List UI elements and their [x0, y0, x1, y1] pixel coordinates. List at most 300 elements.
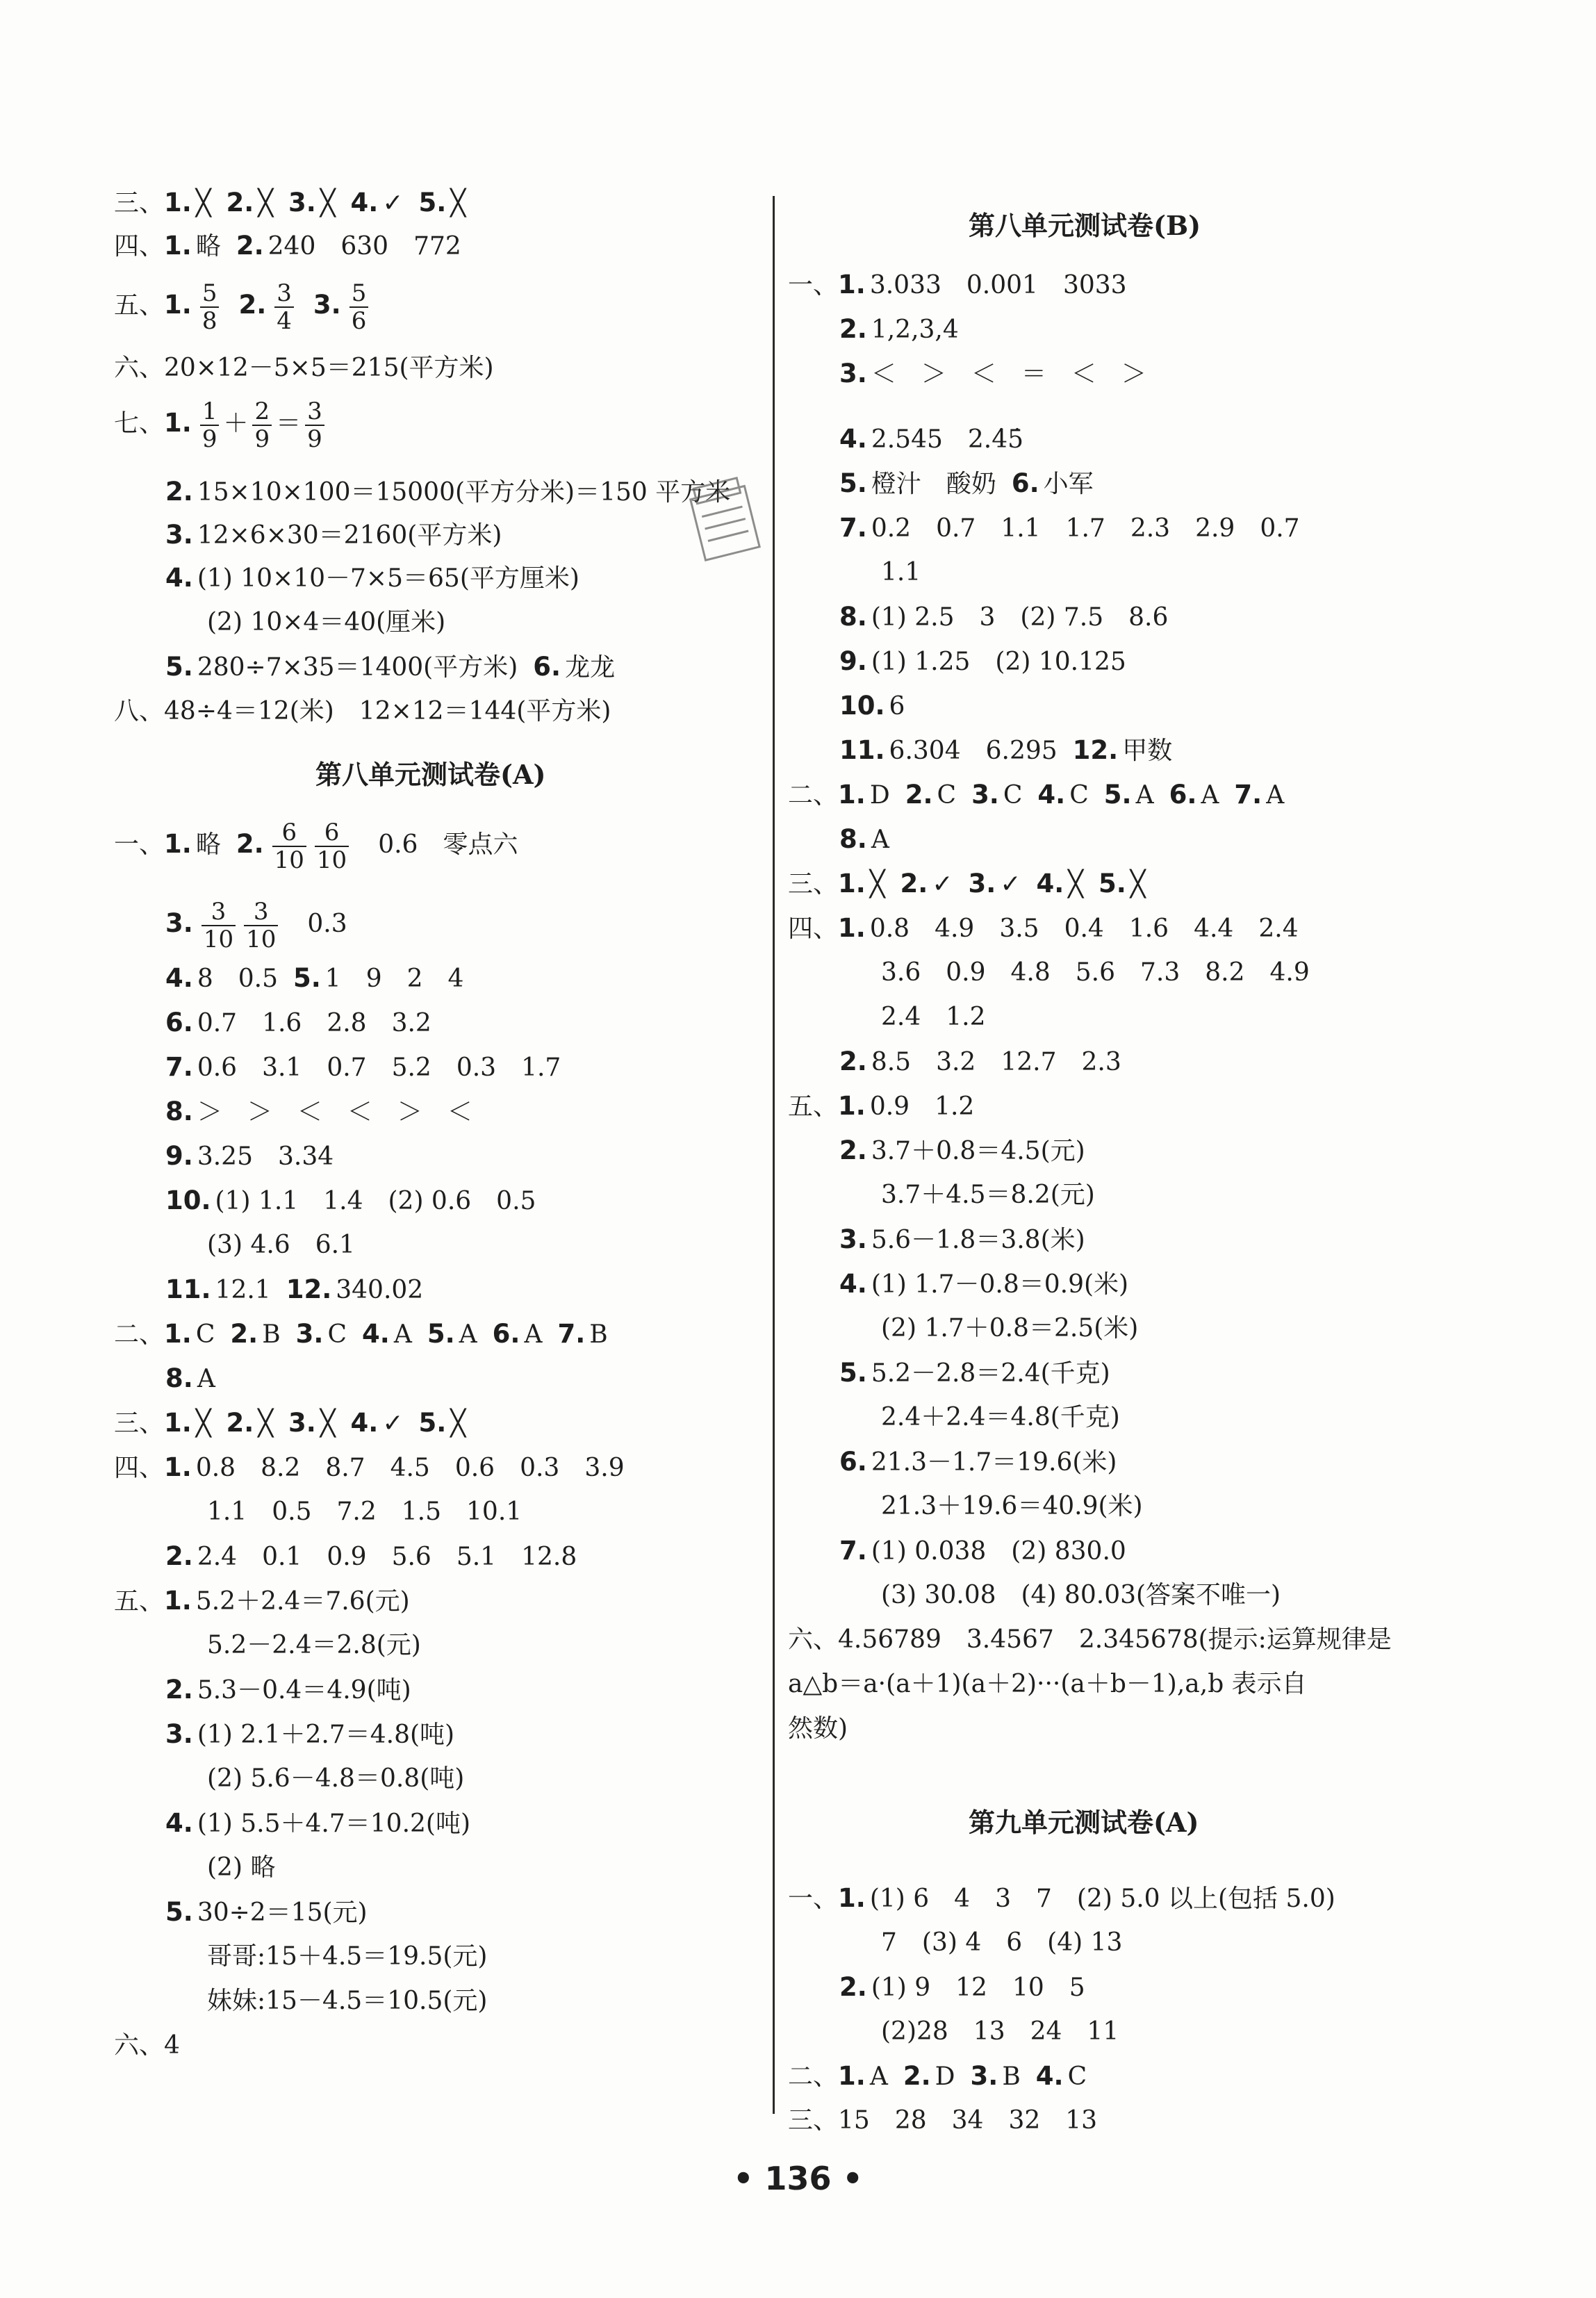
answer-item [1089, 781, 1154, 810]
fraction [252, 398, 272, 452]
answer-line [165, 1094, 472, 1130]
answer-value: B [262, 1320, 281, 1349]
answer-line [114, 1583, 410, 1619]
answer-line [207, 1227, 355, 1263]
answer-item [839, 1973, 1085, 2002]
answer-value: 7 (3) 4 6 (4) 13 [881, 1928, 1123, 1957]
answer-item [164, 1454, 625, 1482]
answer-line [839, 1222, 1085, 1258]
answer-value: 2.4 0.1 0.9 5.6 5.1 12.8 [197, 1543, 577, 1571]
question-number: 11. [165, 1274, 211, 1304]
answer-value: C [1067, 2062, 1087, 2091]
question-number: 2. [236, 829, 264, 859]
question-number: 5. [1098, 869, 1126, 898]
answer-line [207, 1850, 275, 1886]
section-title: 第八单元测试卷(B) [969, 210, 1201, 241]
answer-value: 240 630 772 [268, 232, 461, 261]
question-number: 9. [839, 646, 867, 676]
answer-line [881, 1925, 1122, 1961]
question-number: 1. [164, 290, 192, 320]
answer-line [114, 1405, 466, 1441]
answer-item [1021, 870, 1083, 898]
question-number: 12. [286, 1274, 332, 1304]
fraction [274, 280, 294, 334]
answer-item [412, 1320, 477, 1349]
answer-line [165, 1672, 411, 1708]
answer-item [207, 1764, 464, 1793]
answer-line [788, 1622, 1392, 1658]
question-number: 10. [839, 691, 885, 721]
answer-value: A [1135, 781, 1154, 810]
answer-item [1154, 781, 1219, 810]
answer-value: 2.4 1.2 [881, 1003, 986, 1031]
answer-line [788, 1088, 974, 1124]
answer-line [165, 474, 730, 510]
question-number: 6. [1011, 468, 1039, 498]
answer-line [839, 311, 959, 347]
answer-line [839, 1044, 1121, 1080]
question-number: 4. [165, 563, 193, 593]
answer-item [839, 1359, 1110, 1388]
answer-item [165, 478, 730, 507]
answer-value: 0.6 零点六 [353, 830, 518, 859]
answer-item [164, 1587, 410, 1616]
question-number: 2. [905, 780, 933, 810]
answer-value: (1) 0.038 (2) 830.0 [871, 1537, 1126, 1566]
answer-value: a△b＝a·(a＋1)(a＋2)···(a＋b－1),a,b 表示自 [788, 1670, 1307, 1698]
answer-item [788, 1714, 848, 1743]
question-number: 5. [427, 1319, 455, 1349]
fraction-denominator: 10 [246, 926, 277, 953]
question-number: 4. [165, 963, 193, 993]
answer-value: (1) 2.1＋2.7＝4.8(吨) [197, 1721, 455, 1749]
answer-value: 甲数 [1122, 737, 1173, 765]
answer-line [165, 1183, 536, 1219]
question-number: 11. [839, 735, 885, 765]
answer-item [404, 189, 466, 218]
answer-value: (2) 10×4＝40(厘米) [207, 608, 446, 637]
answer-line [114, 1316, 608, 1352]
answer-item [165, 1187, 536, 1215]
answer-item [336, 1409, 404, 1438]
answer-value: ╳ [258, 1409, 274, 1438]
question-number: 1. [164, 829, 192, 859]
answer-value: 8 0.5 [197, 965, 278, 993]
answer-item [248, 397, 302, 453]
question-section-label: 四、 [788, 914, 839, 943]
answer-line [839, 821, 889, 857]
answer-value: 1,2,3,4 [871, 315, 959, 344]
answer-item [165, 1142, 334, 1171]
answer-value: (2)28 13 24 11 [881, 2017, 1119, 2046]
answer-line [788, 910, 1299, 946]
answer-item [838, 1625, 1392, 1654]
question-number: 1. [838, 869, 866, 898]
question-number: 1. [838, 2061, 866, 2091]
answer-item [839, 1448, 1117, 1477]
answer-value: A [459, 1320, 477, 1349]
question-number: 2. [236, 231, 264, 261]
answer-value: 5.6－1.8＝3.8(米) [871, 1226, 1085, 1254]
answer-item [881, 1003, 986, 1031]
question-number: 1. [838, 1091, 866, 1121]
question-number: 3. [165, 908, 193, 938]
answer-value: 5.2＋2.4＝7.6(元) [195, 1587, 410, 1616]
answer-value: (1) 1.25 (2) 10.125 [871, 648, 1126, 676]
question-number: 6. [533, 652, 561, 682]
answer-value: 6.304 6.295 [889, 737, 1058, 765]
answer-value: ╳ [195, 189, 211, 218]
fraction [244, 898, 278, 953]
answer-value: ╳ [1068, 870, 1083, 898]
answer-item [881, 1403, 1120, 1431]
answer-value: 12.1 [215, 1276, 271, 1304]
question-number: 2. [839, 1135, 867, 1165]
question-number: 1. [164, 1452, 192, 1482]
answer-item [164, 354, 494, 382]
question-number: 3. [288, 1408, 316, 1438]
answer-value: 0.8 8.2 8.7 4.5 0.6 0.3 3.9 [195, 1454, 625, 1482]
answer-value: 3.033 0.001 3033 [869, 271, 1127, 299]
answer-item [165, 653, 518, 682]
answer-item [164, 279, 223, 335]
question-number: 5. [839, 468, 867, 498]
answer-item [838, 1885, 1335, 1913]
answer-item [347, 1320, 412, 1349]
answer-value: 5.2－2.8＝2.4(千克) [871, 1359, 1110, 1388]
question-number: 1. [838, 780, 866, 810]
answer-line [207, 605, 445, 641]
answer-item [881, 958, 1310, 987]
answer-line [165, 960, 463, 996]
answer-item [301, 397, 329, 453]
answer-value: 略 [195, 232, 221, 261]
question-number: 6. [165, 1008, 193, 1037]
fraction [200, 280, 220, 334]
answer-line [114, 350, 494, 386]
question-number: 5. [1103, 780, 1132, 810]
question-section-label: 八、 [114, 697, 165, 725]
question-number: 9. [165, 1141, 193, 1171]
fraction-denominator: 10 [274, 846, 304, 874]
answer-item [996, 470, 1094, 498]
question-number: 2. [165, 1675, 193, 1705]
answer-value: 0.7 1.6 2.8 3.2 [197, 1009, 431, 1037]
fraction-numerator: 6 [315, 819, 349, 847]
answer-item [207, 1853, 275, 1882]
answer-value: 略 [195, 830, 221, 859]
question-number: 1. [164, 1408, 192, 1438]
answer-value: (3) 4.6 6.1 [207, 1231, 355, 1259]
answer-line [165, 517, 502, 553]
question-number: 5. [839, 1358, 867, 1388]
answer-value: 21.3＋19.6＝40.9(米) [881, 1492, 1143, 1520]
answer-item [881, 1492, 1143, 1520]
answer-value: 然数) [788, 1714, 848, 1743]
question-number: 7. [165, 1052, 193, 1082]
question-section-label: 六、 [114, 2031, 165, 2060]
answer-item [282, 910, 347, 938]
question-number: 2. [839, 1972, 867, 2002]
answer-value: ╳ [869, 870, 885, 898]
stamp-watermark-icon [683, 472, 765, 567]
question-number: 2. [230, 1319, 258, 1349]
answer-value: 小军 [1043, 470, 1094, 498]
question-number: 4. [350, 1408, 379, 1438]
answer-line [788, 267, 1127, 303]
answer-value: (1) 1.7－0.8＝0.9(米) [871, 1270, 1129, 1299]
answer-item [207, 608, 445, 637]
answer-line [881, 1488, 1143, 1525]
fraction [200, 398, 220, 452]
answer-item [1083, 870, 1146, 898]
answer-value: 2.545 2.4̇5̇ [871, 425, 1024, 454]
answer-value: C [937, 781, 957, 810]
fraction-numerator: 5 [349, 280, 369, 308]
fraction-numerator: 3 [201, 898, 236, 926]
answer-item [164, 189, 211, 218]
answer-item [881, 1314, 1138, 1343]
question-number: 7. [839, 513, 867, 543]
answer-item [955, 2062, 1021, 2091]
answer-item [839, 425, 1023, 454]
answer-item [165, 1276, 271, 1304]
answer-value: C [327, 1320, 347, 1349]
question-number: 4. [839, 1269, 867, 1299]
answer-value: ✓ [382, 189, 404, 218]
question-number: 5. [418, 1408, 447, 1438]
answer-item [165, 1365, 215, 1393]
answer-item [165, 1898, 368, 1927]
answer-item [839, 315, 959, 344]
answer-value: (1) 9 12 10 5 [871, 1973, 1085, 2002]
question-number: 1. [838, 1883, 866, 1913]
answer-value: 1.1 0.5 7.2 1.5 10.1 [207, 1497, 523, 1526]
answer-line [881, 2014, 1119, 2050]
answer-line [881, 999, 986, 1035]
answer-line [114, 228, 461, 264]
question-number: 7. [839, 1536, 867, 1566]
answer-line [114, 693, 611, 730]
answer-line [165, 1005, 431, 1041]
answer-item [211, 1409, 274, 1438]
answer-item [165, 1676, 411, 1705]
answer-item [336, 189, 404, 218]
answer-item [165, 1009, 431, 1037]
answer-line [165, 1138, 334, 1174]
question-number: 3. [288, 188, 316, 218]
question-number: 3. [295, 1319, 324, 1349]
answer-line [165, 1361, 215, 1397]
answer-item [165, 1098, 472, 1126]
question-number: 8. [165, 1363, 193, 1393]
question-number: 5. [293, 963, 321, 993]
answer-value: D [935, 2062, 955, 2091]
answer-item [353, 830, 518, 859]
question-number: 3. [970, 2061, 998, 2091]
answer-item [165, 1053, 561, 1082]
question-number: 1. [164, 1586, 192, 1616]
answer-line [165, 1538, 577, 1575]
operator: ＝ [276, 409, 302, 438]
question-number: 12. [1072, 735, 1119, 765]
answer-line [839, 1969, 1085, 2005]
answer-line [839, 510, 1300, 546]
answer-item [211, 189, 274, 218]
question-section-label: 三、 [788, 870, 839, 898]
answer-value: (3) 30.08 (4) 80.03(答案不唯一) [881, 1581, 1281, 1609]
answer-item [281, 1320, 347, 1349]
answer-item [953, 870, 1021, 898]
answer-value: 5.2－2.4＝2.8(元) [207, 1631, 421, 1659]
question-number: 6. [492, 1319, 520, 1349]
answer-item [839, 648, 1126, 676]
answer-value: 橙汁 酸奶 [871, 470, 996, 498]
question-section-label: 一、 [788, 271, 839, 299]
answer-item [838, 914, 1299, 943]
answer-item [956, 781, 1022, 810]
answer-value: ╳ [320, 1409, 336, 1438]
question-number: 1. [838, 270, 866, 299]
answer-item [207, 1987, 487, 2015]
answer-line [114, 2028, 180, 2064]
question-number: 3. [839, 359, 867, 388]
fraction [272, 819, 306, 873]
answer-value: D [869, 781, 890, 810]
question-section-label: 一、 [114, 830, 165, 859]
question-number: 1. [164, 1319, 192, 1349]
answer-item [165, 1543, 577, 1571]
answer-line [207, 1939, 487, 1975]
answer-value: A [869, 2062, 888, 2091]
answer-item [838, 2106, 1097, 2135]
answer-item [518, 653, 615, 682]
answer-line [881, 1577, 1281, 1614]
answer-line [207, 1761, 464, 1797]
answer-line [839, 1444, 1117, 1480]
answer-item [298, 279, 372, 335]
answer-value: 340.02 [336, 1276, 424, 1304]
page-number: • 136 • [733, 2160, 863, 2197]
question-section-label: 三、 [114, 189, 165, 218]
answer-item [542, 1320, 607, 1349]
answer-item [311, 819, 353, 874]
answer-value: 20×12－5×5＝215(平方米) [164, 354, 494, 382]
answer-line [839, 1266, 1128, 1302]
fraction-numerator: 6 [272, 819, 306, 847]
answer-item [221, 819, 311, 874]
question-section-label: 五、 [788, 1092, 839, 1121]
fraction-denominator: 9 [307, 425, 322, 453]
question-number: 3. [313, 290, 341, 320]
answer-item [165, 564, 579, 593]
answer-item [838, 2062, 888, 2091]
answer-item [839, 692, 905, 721]
question-section-label: 七、 [114, 409, 165, 438]
answer-value: A [1266, 781, 1285, 810]
answer-item [164, 830, 221, 859]
answer-value: ＜ ＞ ＜ ＝ ＜ ＞ [871, 360, 1146, 388]
answer-value: (1) 5.5＋4.7＝10.2(吨) [197, 1809, 470, 1838]
answer-item [164, 232, 221, 261]
question-number: 8. [165, 1097, 193, 1126]
answer-value: 0.9 1.2 [869, 1092, 975, 1121]
answer-line [165, 894, 347, 953]
answer-value: ╳ [450, 189, 466, 218]
answer-line [839, 732, 1172, 769]
question-number: 5. [418, 188, 447, 218]
question-number: 2. [903, 2061, 931, 2091]
question-section-label: 一、 [788, 1885, 839, 1913]
question-number: 2. [839, 314, 867, 344]
answer-line [788, 1666, 1307, 1702]
answer-item [838, 1092, 974, 1121]
answer-item [838, 781, 890, 810]
answer-line [207, 1983, 487, 2019]
answer-value: ✓ [932, 870, 953, 898]
answer-item [839, 603, 1168, 632]
answer-line [839, 688, 905, 724]
answer-line [207, 1627, 421, 1664]
answer-line [788, 866, 1145, 902]
answer-line [165, 560, 579, 596]
question-number: 1. [164, 408, 192, 438]
answer-line [788, 1880, 1335, 1917]
question-number: 1. [164, 231, 192, 261]
question-number: 3. [971, 780, 999, 810]
answer-value: 280÷7×35＝1400(平方米) [197, 653, 518, 682]
answer-line [114, 814, 518, 874]
answer-value: 妹妹:15－4.5＝10.5(元) [207, 1987, 488, 2015]
answer-line [114, 393, 329, 453]
question-number: 2. [238, 290, 267, 320]
answer-item [278, 965, 463, 993]
answer-item [839, 1226, 1085, 1254]
fraction-numerator: 3 [305, 398, 324, 426]
answer-value: A [393, 1320, 412, 1349]
answer-value: 30÷2＝15(元) [197, 1898, 368, 1927]
answer-item [240, 898, 282, 953]
answer-line [114, 1450, 625, 1486]
answer-line [839, 466, 1094, 502]
section-title: 第八单元测试卷(A) [315, 759, 546, 790]
answer-item [881, 1928, 1122, 1957]
answer-value: ╳ [450, 1409, 466, 1438]
answer-item [885, 870, 953, 898]
fraction-denominator: 10 [203, 926, 234, 953]
answer-line [165, 1894, 368, 1930]
answer-value: 3.7＋0.8＝4.5(元) [871, 1137, 1085, 1165]
question-number: 3. [165, 1719, 193, 1749]
question-section-label: 四、 [114, 1454, 165, 1482]
answer-value: 哥哥:15＋4.5＝19.5(元) [207, 1942, 488, 1971]
answer-item [839, 1137, 1085, 1165]
answer-value: 0.8 4.9 3.5 0.4 1.6 4.4 2.4 [869, 914, 1299, 943]
answer-value: 15 28 34 32 13 [838, 2106, 1098, 2135]
question-number: 3. [839, 1224, 867, 1254]
answer-item [839, 1270, 1128, 1299]
answer-value: 0.2 0.7 1.1 1.7 2.3 2.9 0.7 [871, 514, 1300, 543]
answer-line [207, 1494, 522, 1530]
answer-value: 龙龙 [565, 653, 616, 682]
fraction-denominator: 6 [351, 307, 367, 335]
answer-item [839, 826, 889, 854]
fraction [305, 398, 324, 452]
answer-item [165, 965, 278, 993]
question-section-label: 二、 [788, 2062, 839, 2091]
question-number: 2. [226, 188, 254, 218]
answer-value: 4 [164, 2031, 180, 2060]
